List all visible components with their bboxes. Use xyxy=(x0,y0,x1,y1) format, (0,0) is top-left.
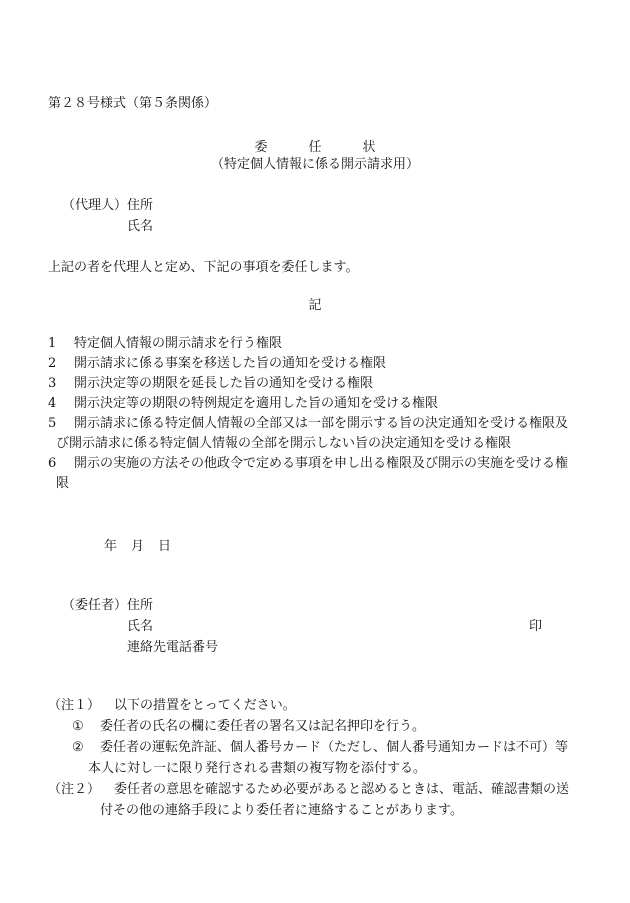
date-month-label: 月 xyxy=(131,539,145,554)
item-text-continuation: 限 xyxy=(56,476,70,491)
item-text-continuation: び開示請求に係る特定個人情報の全部を開示しない旨の決定通知を受ける権限 xyxy=(56,436,512,451)
note-2-text: 委任者の意思を確認するため必要があると認めるときは、電話、確認書類の送 xyxy=(114,782,570,797)
note-2-continuation xyxy=(48,801,590,822)
delegated-items-list xyxy=(48,334,588,494)
date-field xyxy=(104,537,185,557)
sub-2-text: 委任者の運転免許証、個人番号カード（ただし、個人番号通知カードは不可）等 xyxy=(100,740,569,755)
item-number: 6 xyxy=(48,456,57,471)
item-text: 特定個人情報の開示請求を行う権限 xyxy=(74,336,283,351)
ki-heading: 記 xyxy=(308,298,322,313)
note-1-text: 以下の措置をとってください。 xyxy=(114,698,296,713)
list-item xyxy=(48,414,588,454)
item-text: 開示の実施の方法その他政令で定める事項を申し出る権限及び開示の実施を受ける権 xyxy=(74,456,569,471)
item-number: 3 xyxy=(48,376,57,391)
principal-name-label: 氏名 xyxy=(127,619,154,634)
date-day-label: 日 xyxy=(158,539,172,554)
note-1-sub-1 xyxy=(48,717,590,738)
note-1-sub-2 xyxy=(48,738,590,759)
date-year-label: 年 xyxy=(104,539,118,554)
form-number: 第２８号様式（第５条関係） xyxy=(48,96,218,111)
sub-1-text: 委任者の氏名の欄に委任者の署名又は記名押印を行う。 xyxy=(100,719,426,734)
delegation-statement: 上記の者を代理人と定め、下記の事項を委任します。 xyxy=(48,260,359,275)
principal-role-label: （委任者） xyxy=(62,598,128,613)
note-1 xyxy=(48,696,590,717)
list-item xyxy=(48,394,588,414)
item-text: 開示請求に係る事案を移送した旨の通知を受ける権限 xyxy=(74,356,387,371)
agent-role-label: （代理人） xyxy=(62,198,128,213)
list-item xyxy=(48,354,588,374)
note-1-sub-2-continuation xyxy=(48,759,590,780)
note-2 xyxy=(48,780,590,801)
document-title: 委 任 状 xyxy=(254,140,390,155)
notes-section xyxy=(48,696,590,822)
item-number: 1 xyxy=(48,336,57,351)
note-2-label: （注２） xyxy=(48,782,101,797)
list-item xyxy=(48,334,588,354)
item-number: 2 xyxy=(48,356,57,371)
sub-2-text-continuation: 本人に対し一に限り発行される書類の複写物を添付する。 xyxy=(88,761,427,776)
agent-name-label: 氏名 xyxy=(127,219,154,234)
agent-address-label: 住所 xyxy=(127,198,154,213)
document-subtitle: （特定個人情報に係る開示請求用） xyxy=(210,157,419,172)
list-item xyxy=(48,454,588,494)
principal-phone-label: 連絡先電話番号 xyxy=(127,640,219,655)
item-text: 開示決定等の期限の特例規定を適用した旨の通知を受ける権限 xyxy=(74,396,439,411)
sub-2-marker: ② xyxy=(72,740,84,755)
item-number: 5 xyxy=(48,416,57,431)
seal-mark: 印 xyxy=(529,619,543,634)
note-1-label: （注１） xyxy=(48,698,101,713)
item-text: 開示決定等の期限を延長した旨の通知を受ける権限 xyxy=(74,376,374,391)
principal-address-label: 住所 xyxy=(127,598,154,613)
item-number: 4 xyxy=(48,396,57,411)
sub-1-marker: ① xyxy=(72,719,84,734)
list-item xyxy=(48,374,588,394)
item-text: 開示請求に係る特定個人情報の全部又は一部を開示する旨の決定通知を受ける権限及 xyxy=(74,416,569,431)
note-2-text-continuation: 付その他の連絡手段により委任者に連絡することがあります。 xyxy=(100,803,463,818)
